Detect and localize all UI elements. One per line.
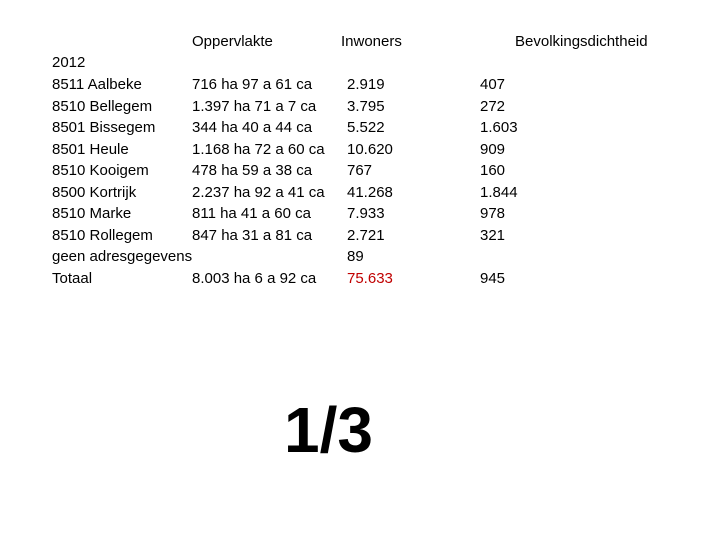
table-row xyxy=(0,119,720,141)
total-area-value: 8.003 ha 6 a 92 ca xyxy=(192,269,317,287)
table-row-geen-adresgegevens xyxy=(0,248,720,270)
area-value: 847 ha 31 a 81 ca xyxy=(192,226,313,244)
year-label: 2012 xyxy=(52,54,86,71)
total-label: Totaal xyxy=(52,269,93,287)
municipality-name: 8510 Marke xyxy=(52,205,132,222)
header-oppervlakte: Oppervlakte xyxy=(192,33,273,50)
density-value: 321 xyxy=(480,226,506,244)
density-value: 978 xyxy=(480,205,506,222)
table-row xyxy=(0,162,720,184)
density-value: 407 xyxy=(480,76,506,93)
municipality-name: 8500 Kortrijk xyxy=(52,183,137,201)
area-value: 716 ha 97 a 61 ca xyxy=(192,76,313,93)
area-value: 344 ha 40 a 44 ca xyxy=(192,119,313,136)
area-value: 811 ha 41 a 60 ca xyxy=(192,205,311,222)
municipality-name: 8510 Rollegem xyxy=(52,226,153,244)
municipality-name: 8510 Bellegem xyxy=(52,97,153,115)
table-row xyxy=(0,141,720,163)
area-value: 478 ha 59 a 38 ca xyxy=(192,162,313,179)
inhabitants-value: 5.522 xyxy=(347,119,385,136)
table-row-totaal xyxy=(0,270,720,292)
table-row xyxy=(0,98,720,120)
inhabitants-value: 3.795 xyxy=(347,97,385,115)
table-row xyxy=(0,227,720,249)
inhabitants-value: 2.919 xyxy=(347,76,385,93)
inhabitants-value: 41.268 xyxy=(347,183,393,201)
municipality-name: 8501 Bissegem xyxy=(52,119,156,136)
geen-adresgegevens-label: geen adresgegevens xyxy=(52,248,193,265)
area-value: 1.397 ha 71 a 7 ca xyxy=(192,97,317,115)
inhabitants-value: 7.933 xyxy=(347,205,385,222)
municipality-name: 8501 Heule xyxy=(52,140,129,158)
total-density-value: 945 xyxy=(480,269,506,287)
density-value: 1.603 xyxy=(480,119,518,136)
density-value: 160 xyxy=(480,162,506,179)
density-value: 272 xyxy=(480,97,506,115)
table-row xyxy=(0,205,720,227)
header-bevolkingsdichtheid: Bevolkingsdichtheid xyxy=(515,33,648,50)
table-row xyxy=(0,76,720,98)
density-value: 909 xyxy=(480,140,506,158)
inhabitants-value: 10.620 xyxy=(347,140,393,158)
inhabitants-value: 89 xyxy=(347,248,364,265)
area-value: 2.237 ha 92 a 41 ca xyxy=(192,183,325,201)
header-inwoners: Inwoners xyxy=(341,33,402,50)
municipality-name: 8510 Kooigem xyxy=(52,162,149,179)
density-value: 1.844 xyxy=(480,183,518,201)
area-value: 1.168 ha 72 a 60 ca xyxy=(192,140,325,158)
table-row xyxy=(0,184,720,206)
inhabitants-value: 2.721 xyxy=(347,226,385,244)
inhabitants-value: 767 xyxy=(347,162,373,179)
total-inhabitants-value: 75.633 xyxy=(347,269,393,287)
fraction-label: 1/3 xyxy=(284,394,373,466)
municipality-name: 8511 Aalbeke xyxy=(52,76,142,93)
